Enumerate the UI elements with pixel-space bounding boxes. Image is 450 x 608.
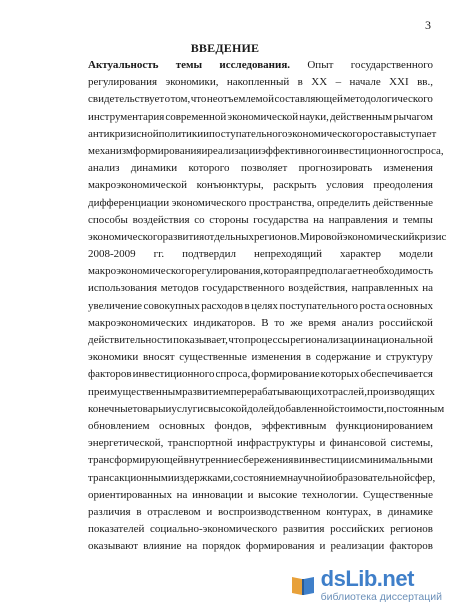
text-line [88, 126, 437, 143]
word: отдельных [204, 230, 254, 243]
word: выступает [388, 127, 437, 140]
text-line [88, 487, 433, 504]
word: развитием [182, 385, 231, 398]
word: эффективного [261, 144, 328, 157]
word: антикризисной [88, 127, 159, 140]
text-line [88, 246, 433, 263]
word: обновлением [88, 419, 150, 432]
word: существенные [179, 351, 247, 364]
word: 2008-2009 [88, 248, 136, 261]
word: спроса, [408, 144, 444, 157]
word: экономики, [165, 76, 219, 89]
section-heading: ВВЕДЕНИЕ [190, 41, 260, 55]
word: использования [88, 282, 158, 295]
word: российской [379, 316, 433, 329]
word: содержание [315, 351, 371, 364]
word: дифференциации [88, 196, 170, 209]
word: Мировой [299, 230, 343, 243]
word: политики [158, 127, 204, 140]
word: направленных [351, 282, 419, 295]
word: – [335, 76, 342, 89]
word: различия [88, 505, 131, 518]
word: механизм [88, 144, 133, 157]
word: обеспечивается [360, 368, 433, 381]
body-text [88, 57, 447, 555]
word: Актуальность [88, 59, 159, 71]
word: то [274, 316, 285, 329]
word: определить [317, 196, 371, 209]
word: кризис [414, 230, 447, 243]
word: воздействия [132, 213, 190, 226]
text-line [88, 298, 433, 315]
text-line [88, 160, 433, 177]
word: роста [359, 299, 386, 312]
word: позволяет [240, 162, 288, 175]
watermark-title: dsLib.net [320, 565, 414, 591]
word: социально-экономического [149, 523, 278, 536]
word: анализ [88, 162, 120, 175]
word: с [354, 454, 360, 467]
word: методов [160, 282, 199, 295]
word: о [164, 93, 171, 106]
watermark-subtitle: библиотека диссертаций [320, 590, 442, 603]
word: гг. [153, 248, 165, 261]
word: развития [282, 523, 325, 536]
word: образовательной [331, 471, 410, 484]
word: формирования [245, 540, 315, 553]
word: необходимость [362, 265, 433, 278]
word: том, [170, 93, 191, 106]
word: и [325, 471, 332, 484]
word: действительности [88, 334, 173, 346]
word: трансакционными [88, 471, 174, 484]
watermark[interactable] [287, 566, 446, 605]
text-line [88, 332, 433, 349]
word: инновации [192, 488, 243, 501]
word: и [201, 144, 208, 157]
word: государственного [202, 282, 285, 295]
word: регулирования, [191, 265, 264, 278]
word: отраслей, [322, 385, 367, 398]
word: модели [398, 248, 433, 261]
word: научной [287, 471, 326, 484]
word: изменения [383, 162, 433, 175]
word: время [308, 316, 337, 329]
word: внутренние [183, 454, 239, 467]
word: государственного [350, 59, 433, 71]
word: системы, [390, 437, 433, 450]
word: макроэкономических [88, 316, 188, 329]
word: в [305, 351, 311, 364]
word: увеличение [88, 299, 142, 312]
text-line [88, 435, 433, 452]
word: инвестиционного [327, 144, 409, 157]
text-line [88, 366, 433, 383]
word: темы [175, 59, 203, 71]
word: в [136, 505, 142, 518]
word: прогнозировать [298, 162, 373, 175]
word: что [228, 334, 245, 346]
text-line [88, 195, 433, 212]
text-line [88, 109, 433, 126]
word: конъюнктуры, [196, 179, 264, 192]
word: показателей [88, 523, 145, 536]
word: формирования [132, 144, 202, 157]
word: динамике [387, 505, 433, 518]
word: индикаторов. [193, 316, 256, 329]
word: на [186, 540, 198, 553]
word: целях [251, 299, 278, 312]
word: составляющей [274, 93, 343, 106]
word: преимущественным [88, 385, 183, 398]
word: контурах, [326, 505, 372, 518]
word: вв., [417, 76, 433, 89]
word: расходов [201, 299, 243, 312]
word: динамики [130, 162, 178, 175]
word: экономики [88, 351, 139, 364]
word: перерабатывающих [230, 385, 323, 398]
word: регулирования [88, 76, 158, 89]
word: государства [253, 213, 309, 226]
word: которых [320, 368, 360, 381]
word: реализации [330, 540, 385, 553]
word: Опыт [307, 59, 334, 71]
text-line [88, 229, 447, 246]
word: отраслевом [147, 505, 201, 518]
word: сфер, [410, 471, 436, 484]
word: исследования. [219, 59, 291, 71]
word: и [165, 402, 172, 415]
word: показывает, [173, 334, 228, 346]
text-line [88, 280, 433, 297]
word: на [176, 488, 188, 501]
word: факторов [88, 368, 132, 381]
page-number: 3 [425, 18, 431, 32]
word: с [203, 402, 209, 415]
word: науки, [299, 110, 329, 123]
text-line [88, 452, 433, 469]
word: на [313, 213, 324, 226]
word: стоимости, [334, 402, 387, 415]
word: ориентированных [88, 488, 172, 501]
text-line [88, 504, 433, 521]
word: совокупных [143, 299, 200, 312]
text-line [88, 263, 433, 280]
word: подтвердил [182, 248, 236, 261]
word: минимальными [359, 454, 433, 467]
word: характер [339, 248, 381, 261]
word: стороны [209, 213, 249, 226]
word: и [247, 488, 254, 501]
word: регионов [390, 523, 433, 536]
word: в [297, 76, 303, 89]
word: XX [311, 76, 328, 89]
word: функционированием [335, 419, 433, 432]
word: факторов [389, 540, 433, 553]
word: товары [132, 402, 166, 415]
word: способы [88, 213, 128, 226]
word: регионализации [290, 334, 366, 346]
word: действенные [372, 196, 433, 209]
word: экономической [227, 110, 299, 123]
word: инфраструктуры [236, 437, 316, 450]
word: добавленной [274, 402, 335, 415]
word: действенным [329, 110, 393, 123]
word: основных [386, 299, 433, 312]
text-line [88, 212, 433, 229]
word: эффективным [261, 419, 327, 432]
text-line [88, 143, 444, 160]
word: формирование [251, 368, 320, 381]
word: современной [165, 110, 227, 123]
word: свидетельствует [88, 93, 165, 106]
text-line [88, 177, 433, 194]
word: поступательного [279, 299, 358, 312]
word: рычагом [393, 110, 433, 123]
text-line [88, 384, 433, 401]
word: долей [247, 402, 275, 415]
word: транспортной [167, 437, 233, 450]
word: инвестиции [299, 454, 355, 467]
text-line [88, 470, 436, 487]
text-line [88, 521, 433, 538]
word: технологии. [302, 488, 359, 501]
word: вносят [142, 351, 175, 364]
word: в [244, 299, 250, 312]
word: анализ [341, 316, 374, 329]
book-logo-icon [289, 571, 317, 599]
word: трансформирующей [88, 454, 184, 467]
word: финансовой [329, 437, 387, 450]
word: энергетической, [88, 437, 164, 450]
word: и [319, 437, 326, 450]
text-line [88, 91, 433, 108]
word: основных [158, 419, 205, 432]
word: высокой [208, 402, 248, 415]
word: инструментария [88, 110, 165, 123]
word: условия [326, 179, 364, 192]
word: накопленный [226, 76, 290, 89]
word: российских [330, 523, 385, 536]
word: методологического [343, 93, 433, 106]
word: воздействия, [288, 282, 348, 295]
word: высокие [258, 488, 298, 501]
word: спроса, [215, 368, 251, 381]
word: со [194, 213, 205, 226]
word: фондов, [214, 419, 252, 432]
text-line [88, 538, 433, 555]
word: экономического [171, 196, 247, 209]
word: на [422, 282, 433, 295]
word: В [261, 316, 269, 329]
word: и [203, 127, 210, 140]
word: состоянием [233, 471, 288, 484]
word: изменения [251, 351, 302, 364]
text-line [88, 315, 433, 332]
word: XXI [389, 76, 409, 89]
text-line [88, 74, 433, 91]
word: пространства, [248, 196, 315, 209]
text-line [88, 57, 433, 74]
word: процессы [244, 334, 290, 346]
word: и [206, 505, 213, 518]
word: национальной [366, 334, 433, 346]
word: регионов. [253, 230, 300, 243]
text-line [88, 418, 433, 435]
word: макроэкономической [88, 179, 188, 192]
word: неотъемлемой [206, 93, 275, 106]
word: конечные [88, 402, 133, 415]
word: начале [349, 76, 381, 89]
word: в [293, 454, 299, 467]
word: экономический [342, 230, 415, 243]
word: издержками, [173, 471, 234, 484]
word: структуру [386, 351, 433, 364]
word: воспроизводственном [217, 505, 321, 518]
text-line [88, 349, 433, 366]
word: поступательного [209, 127, 288, 140]
word: развития [162, 230, 205, 243]
word: в [376, 505, 383, 518]
word: роста [362, 127, 389, 140]
word: и [375, 351, 382, 364]
word: оказывают [88, 540, 139, 553]
word: экономического [287, 127, 363, 140]
word: услуги [171, 402, 204, 415]
word: влияние [143, 540, 182, 553]
word: направления [328, 213, 388, 226]
word: Существенные [363, 488, 433, 501]
word: преодоления [373, 179, 433, 192]
word: производящих [366, 385, 435, 398]
word: и [392, 213, 399, 226]
word: раскрыть [273, 179, 317, 192]
word: же [290, 316, 303, 329]
word: порядок [202, 540, 241, 553]
word: и [319, 540, 326, 553]
word: макроэкономического [88, 265, 191, 278]
word: которого [188, 162, 230, 175]
word: реализации [207, 144, 262, 157]
word: темпы [402, 213, 433, 226]
word: сбережения [238, 454, 294, 467]
word: постоянным [386, 402, 445, 415]
word: которая [263, 265, 300, 278]
word: инвестиционного [132, 368, 215, 381]
word: непреходящий [253, 248, 323, 261]
word: экономического [88, 230, 163, 243]
word: что [190, 93, 207, 106]
text-line [88, 401, 445, 418]
word: предполагает [299, 265, 362, 278]
